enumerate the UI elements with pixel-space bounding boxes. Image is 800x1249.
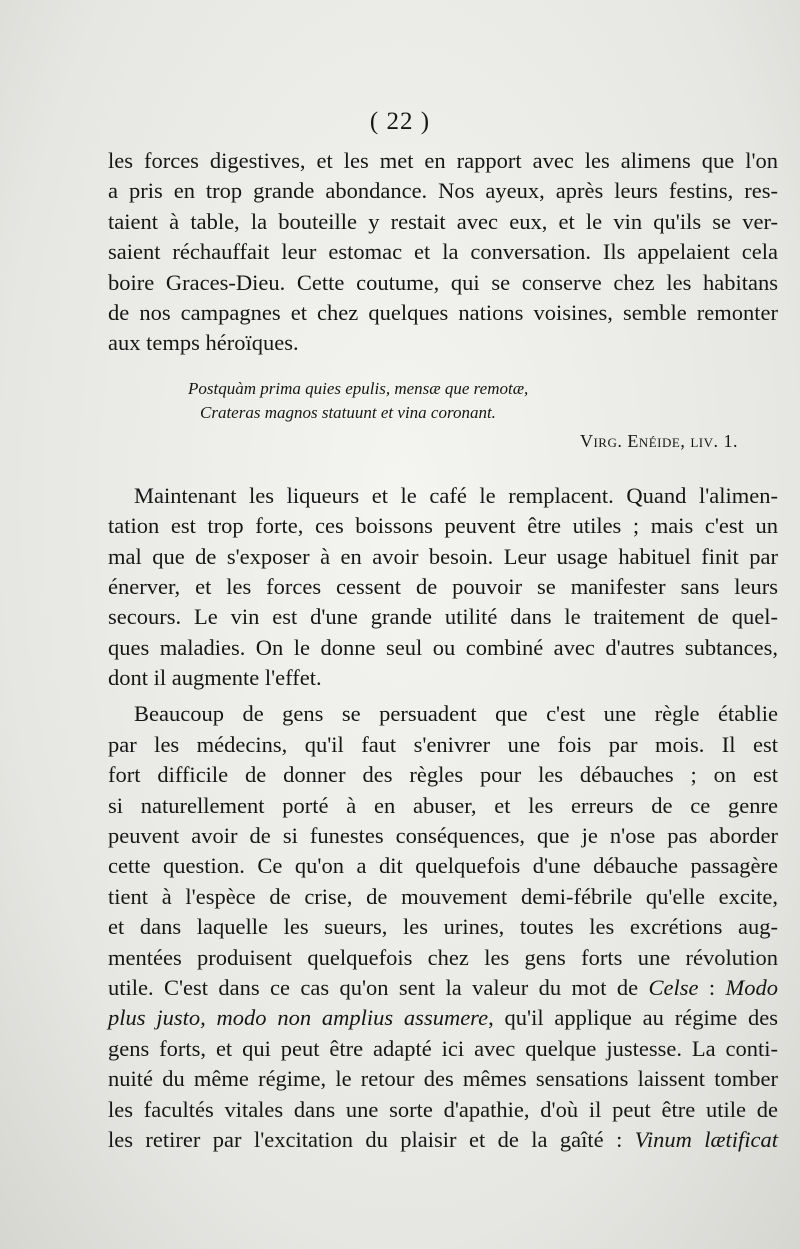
text-line: Maintenant les liqueurs et le café le remplacent. Quand l'alimen- [134,482,778,508]
text-line: les retirer par l'excitation du plaisir et de la gaîté : Vinum lætificat [108,1126,779,1152]
text-line: a pris en trop grande abondance. Nos ayeux, après leurs festins, res- [108,178,778,204]
text-line: dont il augmente l'effet. [108,665,322,691]
text-line: gens forts, et qui peut être adapté ici avec quelque justesse. La conti- [108,1035,778,1061]
text-line: énerver, et les forces cessent de pouvoir se manifester sans leurs [108,573,778,599]
text-line: peuvent avoir de si funestes conséquences, que je n'ose pas aborder [108,823,778,849]
quote-line: Postquàm prima quies epulis, mensæ que remotæ, [188,378,529,398]
text-line: boire Graces-Dieu. Cette coutume, qui se conserve chez les habitans [108,269,778,295]
text-line: saient réchauffait leur estomac et la conversation. Ils appelaient cela [108,239,778,265]
paragraph-2 [108,481,778,694]
text-line: de nos campagnes et chez quelques nations voisines, semble remonter [108,299,778,325]
text-line: mal que de s'exposer à en avoir besoin. Leur usage habituel finit par [108,543,778,569]
text-line: ques maladies. On le donne seul ou combiné avec d'autres subtances, [108,634,778,660]
text-line: tient à l'espèce de crise, de mouvement demi-fébrile qu'elle excite, [108,883,778,909]
paragraph-1 [108,146,778,359]
italic-term: plus justo, modo non amplius assumere [108,1005,489,1031]
text-line: les facultés vitales dans une sorte d'apathie, d'où il peut être utile de [108,1096,778,1122]
text-line: taient à table, la bouteille y restait avec eux, et le vin qu'ils se ver- [108,208,778,234]
text-line: plus justo, modo non amplius assumere, qu'il applique au régime des [108,1005,778,1031]
text-line: tation est trop forte, ces boissons peuvent être utiles ; mais c'est un [108,513,778,539]
page-number: ( 22 ) [369,108,431,135]
italic-term: Celse [648,974,699,1000]
text-line: Beaucoup de gens se persuadent que c'est une règle établie [134,701,778,727]
quote-line: Crateras magnos statuunt et vina coronant. [200,402,496,422]
paragraph-3 [108,699,778,1155]
body-text [108,146,778,1155]
text-line: utile. C'est dans ce cas qu'on sent la valeur du mot de Celse : Modo [108,974,778,1000]
text-line: nuité du même régime, le retour des mêmes sensations laissent tomber [108,1066,778,1092]
text-line: les forces digestives, et les met en rapport avec les alimens que l'on [108,148,778,173]
text-line: fort difficile de donner des règles pour les débauches ; on est [108,762,778,788]
text-line: mentées produisent quelquefois chez les gens forts une révolution [108,944,778,970]
text-line: et dans laquelle les sueurs, les urines, toutes les excrétions aug- [108,914,778,940]
text-line: cette question. Ce qu'on a dit quelquefois d'une débauche passagère [108,853,778,879]
italic-term: Vinum lætificat [634,1126,779,1152]
text-line: aux temps héroïques. [108,330,299,356]
text-line: par les médecins, qu'il faut s'enivrer une fois par mois. Il est [108,731,778,757]
text-line: si naturellement porté à en abuser, et les erreurs de ce genre [108,792,778,818]
latin-quotation [108,377,778,457]
italic-term: Modo [725,974,778,1000]
text-line: secours. Le vin est d'une grande utilité dans le traitement de quel- [108,604,778,630]
quote-attribution: Virg. Enéide, liv. 1. [579,430,738,451]
